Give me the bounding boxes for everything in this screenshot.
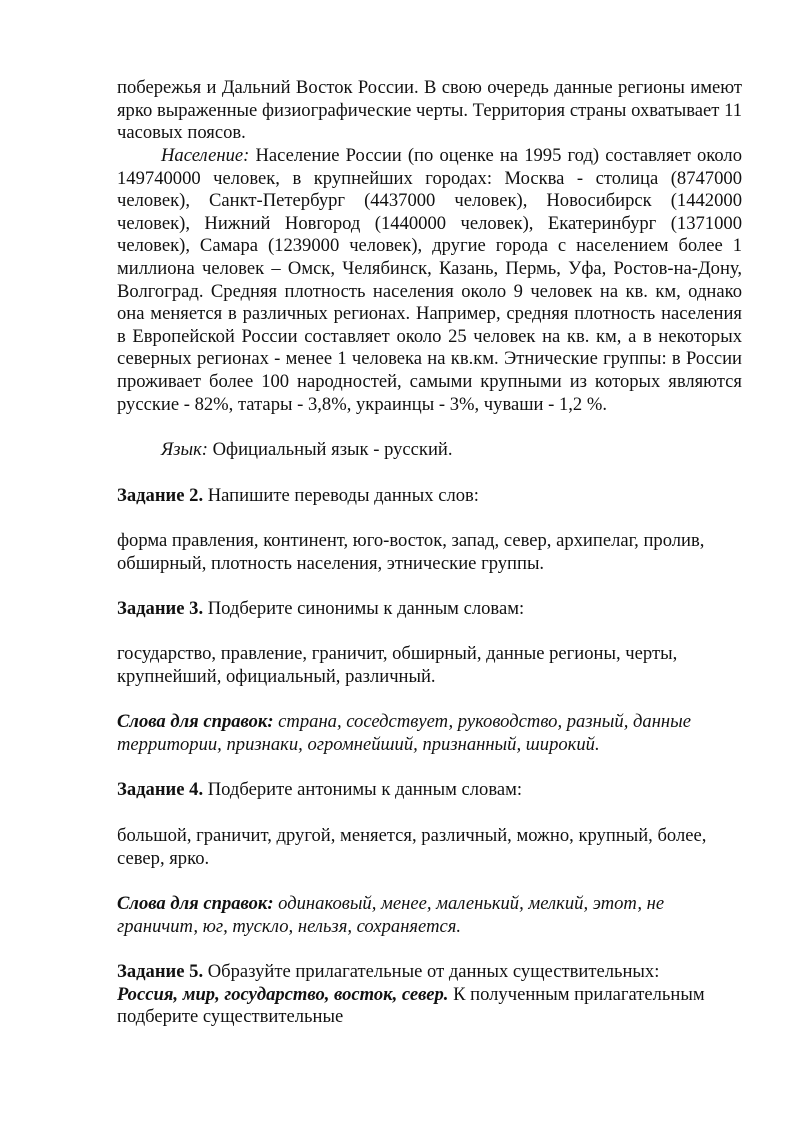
task2-heading-line	[117, 485, 742, 508]
task3-heading: Задание 3.	[117, 598, 204, 619]
task5-heading: Задание 5.	[117, 961, 204, 982]
language-paragraph	[117, 439, 742, 462]
task5-paragraph	[117, 961, 742, 1029]
task4-hint-text: одинаковый, менее, маленький, мелкий, этот, не граничит, юг, тускло, нельзя, сохраняется.	[117, 893, 665, 937]
task2-words: форма правления, континент, юго-восток, запад, север, архипелаг, пролив, обширный, плотность населения, этнические группы.	[117, 530, 705, 574]
task2-instruction: Напишите переводы данных слов:	[203, 485, 479, 506]
task4-words: большой, граничит, другой, меняется, различный, можно, крупный, более, север, ярко.	[117, 825, 707, 869]
task4-hint-label: Слова для справок:	[117, 893, 274, 914]
task3-hint	[117, 711, 742, 756]
intro-paragraph: побережья и Дальний Восток России. В свою очередь данные регионы имеют ярко выраженные физиографические черты. Территория страны охватывает 11 часовых поясов.	[117, 77, 742, 144]
task3-heading-line	[117, 598, 742, 621]
task5-tail: К полученным прилагательным подберите существительные	[117, 983, 705, 1028]
population-paragraph	[117, 145, 742, 416]
task3-words: государство, правление, граничит, обширный, данные регионы, черты, крупнейший, официальный, различный.	[117, 643, 678, 687]
task5-nouns: Россия, мир, государство, восток, север.	[117, 983, 449, 1005]
task4-heading-line	[117, 779, 742, 802]
population-text: Население России (по оценке на 1995 год) составляет около 149740000 человек, в крупнейших городах: Москва - столица (8747000 человек), Санкт-Петербург (4437000 человек), Новосибирск (1442000 человек), Нижний Новгород (1440000 человек), Екатеринбург (1371000 человек), Самара (1239000 человек), другие города с населением более 1 миллиона человек – Омск, Челябинск, Казань, Пермь, Уфа, Ростов-на-Дону, Волгоград. Средняя плотность населения около 9 человек на кв. км, однако она меняется в различных регионах. Например, средняя плотность населения в Европейской России составляет около 25 человек на кв. км, а в некоторых северных регионах - менее 1 человека на кв.км. Этнические группы: в России проживает более 100 народностей, самыми крупными из которых являются русские - 82%, татары - 3,8%, украинцы - 3%, чуваши - 1,2 %.	[117, 145, 742, 415]
task5-instruction: Образуйте прилагательные от данных существительных:	[203, 961, 660, 982]
task3-hint-label: Слова для справок:	[117, 711, 274, 732]
task3-hint-text: страна, соседствует, руководство, разный, данные территории, признаки, огромнейший, признанный, широкий.	[117, 711, 691, 755]
language-label: Язык:	[161, 439, 208, 460]
task2-heading: Задание 2.	[117, 485, 204, 506]
task4-heading: Задание 4.	[117, 779, 204, 800]
language-text: Официальный язык - русский.	[207, 439, 453, 460]
population-label: Население:	[161, 145, 250, 166]
task4-hint	[117, 893, 742, 938]
task3-instruction: Подберите синонимы к данным словам:	[203, 598, 525, 619]
task4-instruction: Подберите антонимы к данным словам:	[203, 779, 523, 800]
